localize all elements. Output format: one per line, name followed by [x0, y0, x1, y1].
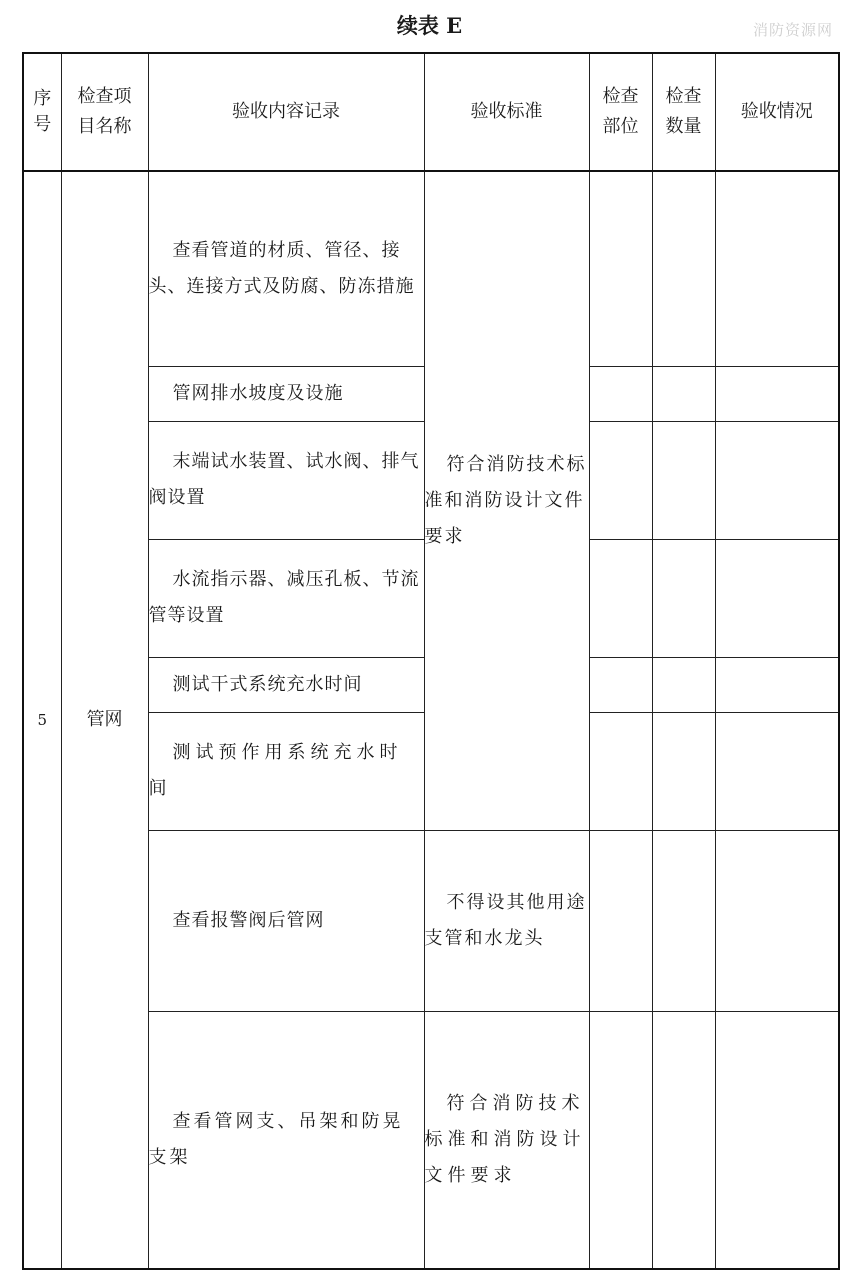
header-quantity [652, 53, 715, 171]
cell-result[interactable] [715, 421, 839, 539]
cell-location[interactable] [589, 421, 652, 539]
cell-location[interactable] [589, 171, 652, 366]
header-item-name-text: 检查项目名称 [77, 86, 132, 137]
header-result: 验收情况 [715, 53, 839, 171]
header-location [589, 53, 652, 171]
header-seq-text: 序号 [33, 88, 52, 135]
cell-result[interactable] [715, 712, 839, 830]
watermark: 消防资源网 [752, 21, 833, 39]
cell-result[interactable] [715, 539, 839, 657]
cell-standard: 符合消防技术标准和消防设计文件要求 [424, 1011, 589, 1269]
header-item-name [61, 53, 148, 171]
cell-location[interactable] [589, 830, 652, 1011]
acceptance-table [22, 52, 840, 1270]
cell-content: 查看管道的材质、管径、接头、连接方式及防腐、防冻措施 [148, 171, 424, 366]
cell-quantity[interactable] [652, 830, 715, 1011]
cell-content: 测试预作用系统充水时间 [148, 712, 424, 830]
cell-quantity[interactable] [652, 366, 715, 421]
cell-content: 查看报警阀后管网 [148, 830, 424, 1011]
cell-quantity[interactable] [652, 171, 715, 366]
cell-item-name: 管网 [61, 171, 148, 1269]
header-standard: 验收标准 [424, 53, 589, 171]
cell-content: 管网排水坡度及设施 [148, 366, 424, 421]
cell-quantity[interactable] [652, 421, 715, 539]
header-content-record: 验收内容记录 [148, 53, 424, 171]
cell-seq: 5 [23, 171, 61, 1269]
cell-result[interactable] [715, 657, 839, 712]
cell-content: 末端试水装置、试水阀、排气阀设置 [148, 421, 424, 539]
cell-quantity[interactable] [652, 712, 715, 830]
cell-location[interactable] [589, 657, 652, 712]
cell-quantity[interactable] [652, 657, 715, 712]
cell-result[interactable] [715, 1011, 839, 1269]
cell-content: 查看管网支、吊架和防晃支架 [148, 1011, 424, 1269]
header-row [23, 53, 839, 171]
cell-quantity[interactable] [652, 1011, 715, 1269]
cell-location[interactable] [589, 1011, 652, 1269]
cell-result[interactable] [715, 171, 839, 366]
header-seq [23, 53, 61, 171]
cell-content: 水流指示器、减压孔板、节流管等设置 [148, 539, 424, 657]
cell-standard: 不得设其他用途支管和水龙头 [424, 830, 589, 1011]
cell-content: 测试干式系统充水时间 [148, 657, 424, 712]
cell-result[interactable] [715, 366, 839, 421]
cell-quantity[interactable] [652, 539, 715, 657]
table-title: 续表 E [396, 13, 463, 38]
cell-location[interactable] [589, 712, 652, 830]
cell-standard: 符合消防技术标准和消防设计文件要求 [424, 171, 589, 830]
cell-location[interactable] [589, 366, 652, 421]
cell-location[interactable] [589, 539, 652, 657]
table-row [23, 171, 839, 366]
header-location-text: 检查部位 [602, 86, 639, 137]
header-quantity-text: 检查数量 [665, 86, 702, 137]
cell-result[interactable] [715, 830, 839, 1011]
